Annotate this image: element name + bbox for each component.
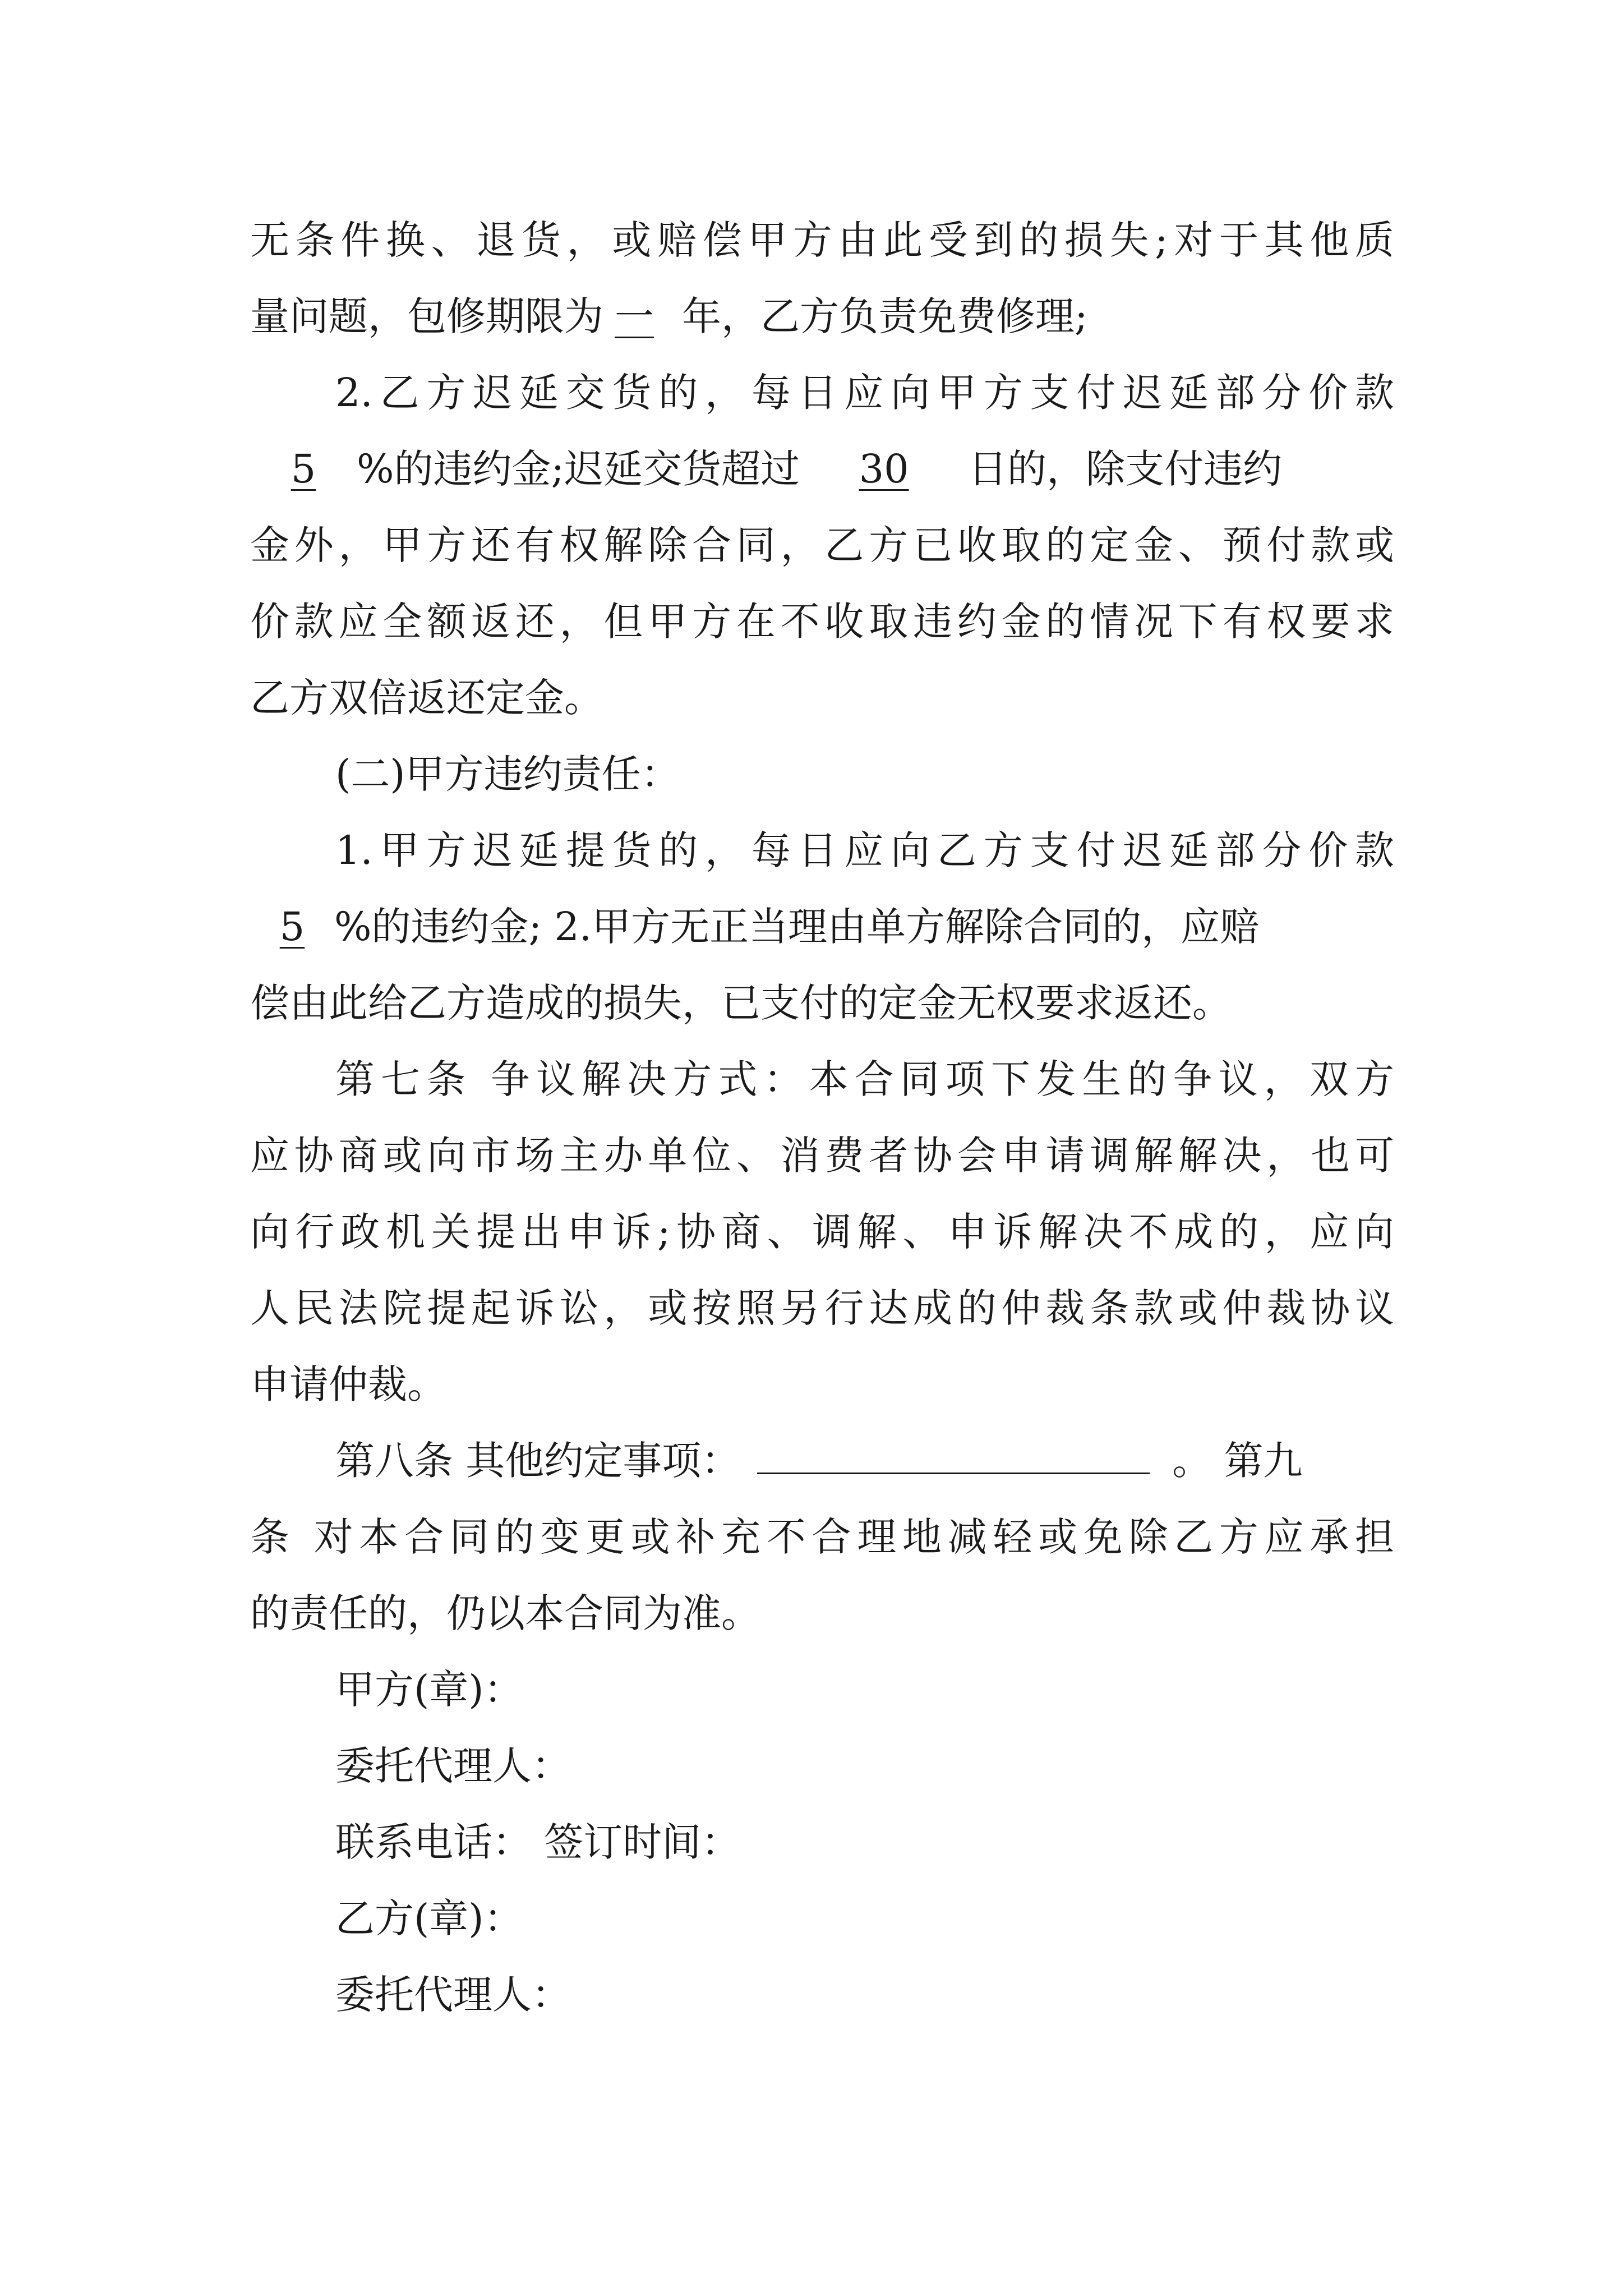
text-line: 乙方双倍返还定金。: [250, 675, 603, 721]
text-fragment: 年，乙方负责免费修理;: [682, 293, 1088, 339]
text-line: 向行政机关提出申诉;协商、调解、申诉解决不成的，应向: [250, 1209, 1394, 1255]
text-line: 第七条 争议解决方式：本合同项下发生的争议，双方: [335, 1056, 1394, 1102]
other-matters-blank: [757, 1444, 1150, 1474]
text-line: [250, 431, 1394, 507]
text-line: [250, 1423, 1394, 1499]
text-fragment: %的违约金;迟延交货超过: [357, 446, 800, 492]
text-fragment: %的违约金; 2.甲方无正当理由单方解除合同的，应赔: [334, 904, 1260, 950]
signature-label-phone-date: 联系电话： 签订时间：: [335, 1819, 741, 1865]
text-line: 申请仲裁。: [250, 1361, 446, 1407]
text-fragment: 第八条 其他约定事项：: [335, 1438, 741, 1484]
delay-days-blank: 30: [859, 446, 909, 492]
text-fragment: 日的，除支付违约: [968, 446, 1283, 492]
warranty-years-blank: 一: [615, 293, 654, 339]
contract-page: [250, 202, 1394, 2033]
buyer-penalty-rate-blank: 5: [279, 904, 305, 950]
text-line: 金外，甲方还有权解除合同，乙方已收取的定金、预付款或: [250, 522, 1394, 568]
signature-label-party-a: 甲方(章)：: [335, 1667, 523, 1713]
text-line: 人民法院提起诉讼，或按照另行达成的仲裁条款或仲裁协议: [250, 1285, 1394, 1331]
signature-label-agent: 委托代理人：: [335, 1972, 571, 2018]
text-line: 2.乙方迟延交货的，每日应向甲方支付迟延部分价款: [335, 370, 1394, 416]
text-line: [250, 278, 1394, 355]
text-line: 的责任的，仍以本合同为准。: [250, 1590, 760, 1636]
text-line: 偿由此给乙方造成的损失，已支付的定金无权要求返还。: [250, 980, 1232, 1026]
text-line: 条 对本合同的变更或补充不合理地减轻或免除乙方应承担: [250, 1514, 1394, 1560]
text-fragment: 量问题，包修期限为: [250, 293, 603, 339]
seller-penalty-rate-blank: 5: [291, 446, 316, 492]
text-line: 应协商或向市场主办单位、消费者协会申请调解解决，也可: [250, 1133, 1394, 1179]
text-line: 1.甲方迟延提货的，每日应向乙方支付迟延部分价款: [335, 827, 1394, 873]
text-line: 价款应全额返还，但甲方在不收取违约金的情况下有权要求: [250, 599, 1394, 645]
text-line: 无条件换、退货，或赔偿甲方由此受到的损失;对于其他质: [250, 217, 1394, 263]
text-line: [250, 889, 1394, 965]
signature-label-party-b: 乙方(章)：: [335, 1895, 523, 1941]
signature-label-agent: 委托代理人：: [335, 1743, 571, 1789]
text-line: (二)甲方违约责任：: [335, 751, 680, 797]
text-fragment: 。 第九: [1172, 1438, 1303, 1484]
